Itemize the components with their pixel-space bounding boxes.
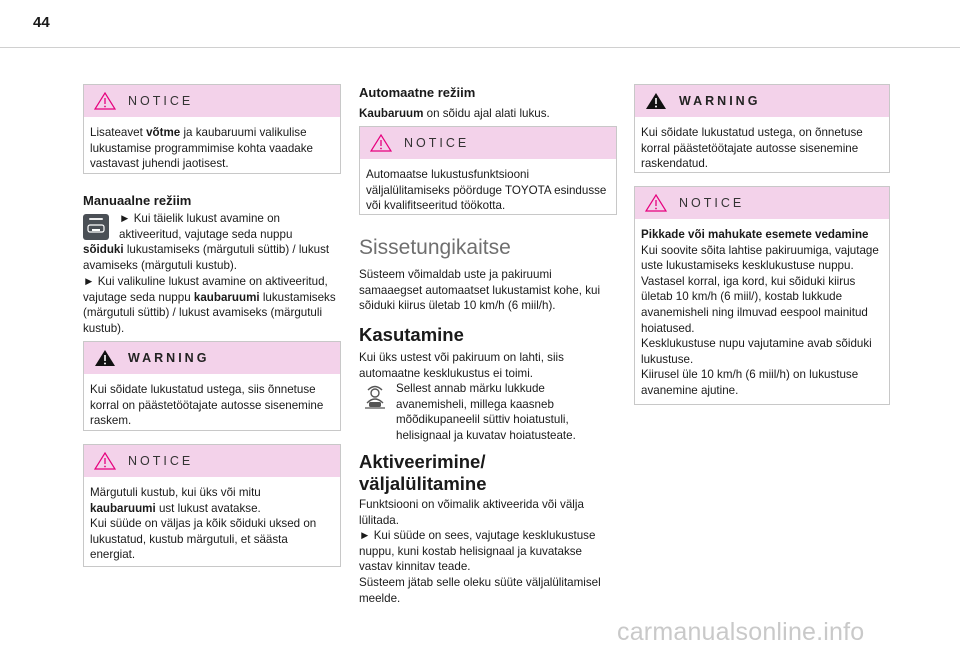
warning-text: Kui sõidate lukustatud ustega, siis õnnetuse korral on päästetöötajate autosse sisenemine raskem. [90, 383, 324, 428]
notice-label: NOTICE [128, 454, 194, 468]
notice-text: Märgutuli kustub, kui üks või mitu kaubaruumi ust lukust avatakse. Kui süüde on väljas ja kõik sõiduki uksed on lukustatud, kustub märgutuli, et säästa energiat. [90, 486, 317, 562]
warning-label: WARNING [128, 351, 210, 365]
notice-label: NOTICE [679, 196, 745, 210]
notice-header [360, 127, 616, 159]
notice-triangle-icon [94, 452, 116, 470]
warning-text: Kui sõidate lukustatud ustega, on õnnetuse korral päästetöötajate autosse sisenemine raskendatud. [641, 126, 863, 171]
notice-triangle-icon [370, 134, 392, 152]
warning-header [84, 342, 340, 374]
warning-triangle-icon [94, 349, 116, 367]
notice-label: NOTICE [404, 136, 470, 150]
notice-text: Automaatse lukustusfunktsiooni väljalülitamiseks pöörduge TOYOTA esindusse või kvalifitseeritud töökotta. [366, 168, 607, 213]
warning-header [635, 85, 889, 117]
manual-mode-text-2: ► Kui valikuline lukust avamine on aktiveeritud, vajutage seda nuppu kaubaruumi lukustamiseks (märgutuli süttib) / lukust avamiseks (märgutuli kustub). [83, 275, 336, 335]
manual-mode-heading: Manuaalne režiim [83, 193, 192, 208]
usage-text-1: Kui üks ustest või pakiruum on lahti, siis automaatne kesklukustus ei toimi. [359, 351, 564, 380]
notice-box-long-objects [634, 186, 890, 405]
section-text: Süsteem võimaldab uste ja pakiruumi samaaegset automaatset lukustamist kohe, kui sõiduki kiirus ületab 10 km/h (6 miil/h). [359, 268, 601, 313]
notice-header [84, 85, 340, 117]
section-title-anti-intrusion: Sissetungikaitse [359, 236, 511, 259]
page-number: 44 [33, 14, 50, 31]
automatic-mode-text: Kaubaruum on sõidu ajal alati lukus. [359, 107, 550, 120]
notice-label: NOTICE [128, 94, 194, 108]
automatic-mode-heading: Automaatne režiim [359, 85, 476, 100]
notice-text: Lisateavet võtme ja kaubaruumi valikulise lukustamise programmimise kohta vaadake vastavast juhendi jaotisest. [90, 126, 313, 171]
notice-box-indicator [83, 444, 341, 567]
header-divider [0, 47, 960, 48]
notice-box-automatic [359, 126, 617, 215]
manual-mode-text-1: ► Kui täielik lukust avamine on aktiveeritud, vajutage seda nuppu sõiduki lukustamiseks (märgutuli süttib) / lukust avamiseks (märgutuli kustub). [83, 212, 330, 272]
notice-box-key [83, 84, 341, 174]
warning-box-left [83, 341, 341, 431]
usage-text-2: Sellest annab märku lukkude avanemisheli, millega kaasneb mõõdikupaneelil süttiv hoiatustuli, helisignaal ja kuvatav hoiatusteate. [396, 382, 576, 442]
notice-text: Pikkade või mahukate esemete vedamine Kui soovite sõita lahtise pakiruumiga, vajutage uste lukustamiseks kesklukustuse nuppu. Vastasel korral, iga kord, kui sõiduki kiirus ületab 10 km/h (6 miil/), kostab lukkude avanemisheli ning ilmuvad eespool mainitud hoiatused. Kesklukustuse nupu vajutamine avab sõiduki lukustuse. Kiirusel üle 10 km/h (6 miil/h) on lukustuse avanemine ajutine. [641, 228, 879, 397]
usage-heading: Kasutamine [359, 324, 464, 345]
warning-label: WARNING [679, 94, 761, 108]
warning-box-right [634, 84, 890, 173]
notice-triangle-icon [645, 194, 667, 212]
activation-text: Funktsiooni on võimalik aktiveerida või välja lülitada. ► Kui süüde on sees, vajutage kesklukustuse nuppu, kuni kostab helisignaal ja kuvatakse vastav kinnitav teade. Süsteem jätab selle oleku süüte väljalülitamisel meelde. [359, 498, 601, 605]
notice-header [84, 445, 340, 477]
notice-header [635, 187, 889, 219]
activation-heading: Aktiveerimine/ väljalülitamine [359, 451, 487, 494]
notice-triangle-icon [94, 92, 116, 110]
warning-triangle-icon [645, 92, 667, 110]
watermark-text: carmanualsonline.info [617, 618, 865, 646]
